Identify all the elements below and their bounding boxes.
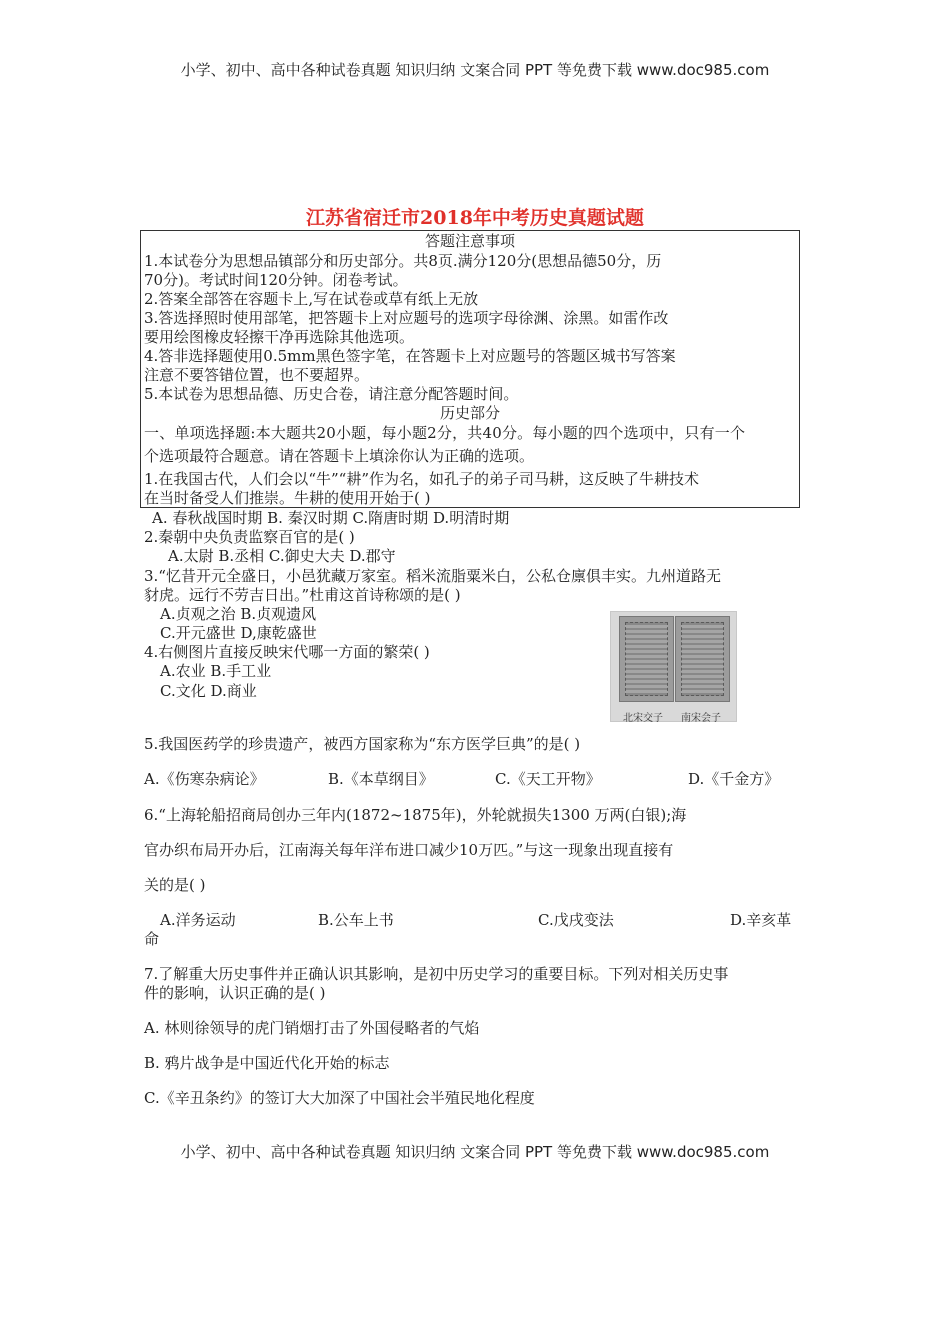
question-1-stem: 在当时备受人们推崇。牛耕的使用开始于( ) bbox=[144, 489, 431, 507]
notice-line: 70分)。考试时间120分钟。闭卷考试。 bbox=[144, 271, 408, 289]
question-7-stem: 件的影响，认识正确的是( ) bbox=[144, 984, 326, 1002]
notice-line: 1.本试卷分为思想品镇部分和历史部分。共8页.满分120分(思想品德50分，历 bbox=[144, 252, 662, 270]
question-6-option-a: A.洋务运动 bbox=[160, 911, 236, 929]
question-6-stem: 关的是( ) bbox=[144, 876, 206, 894]
notice-line: 5.本试卷为思想品德、历史合卷，请注意分配答题时间。 bbox=[144, 385, 519, 403]
question-7-stem: 7.了解重大历史事件并正确认识其影响，是初中历史学习的重要目标。下列对相关历史事 bbox=[144, 965, 729, 983]
photo-caption-left: 北宋交子 bbox=[623, 713, 663, 724]
question-2-options: A.太尉 B.丞相 C.御史大夫 D.郡守 bbox=[168, 547, 396, 565]
page-header: 小学、初中、高中各种试卷真题 知识归纳 文案合同 PPT 等免费下载 www.doc985.com bbox=[180, 61, 770, 79]
section-heading: 历史部分 bbox=[439, 404, 500, 422]
question-7-option-a: A. 林则徐领导的虎门销烟打击了外国侵略者的气焰 bbox=[144, 1019, 480, 1037]
question-4-options: A.农业 B.手工业 bbox=[160, 662, 272, 680]
song-paper-money-photo bbox=[610, 611, 737, 722]
question-6-stem: 官办织布局开办后，江南海关每年洋布进口减少10万匹。”与这一现象出现直接有 bbox=[144, 841, 674, 859]
section-intro: 一、单项选择题:本大题共20小题，每小题2分，共40分。每小题的四个选项中，只有一个 bbox=[144, 424, 746, 442]
question-5-option-c: C.《天工开物》 bbox=[495, 770, 601, 788]
question-6-option-b: B.公车上书 bbox=[318, 911, 394, 929]
question-2-stem: 2.秦朝中央负责监察百官的是( ) bbox=[144, 528, 355, 546]
notice-heading: 答题注意事项 bbox=[424, 232, 515, 250]
question-1-stem: 1.在我国古代，人们会以“牛”“耕”作为名，如孔子的弟子司马耕，这反映了牛耕技术 bbox=[144, 470, 699, 488]
question-3-options: C.开元盛世 D,康乾盛世 bbox=[160, 624, 317, 642]
page-footer: 小学、初中、高中各种试卷真题 知识归纳 文案合同 PPT 等免费下载 www.doc985.com bbox=[180, 1143, 770, 1161]
question-3-stem: 3.“忆昔开元全盛日，小邑犹藏万家室。稻米流脂粟米白，公私仓廪俱丰实。九州道路无 bbox=[144, 567, 721, 585]
question-6-option-c: C.戊戌变法 bbox=[538, 911, 614, 929]
question-7-option-c: C.《辛丑条约》的签订大大加深了中国社会半殖民地化程度 bbox=[144, 1089, 535, 1107]
notice-line: 要用绘图橡皮轻擦干净再选除其他选项。 bbox=[144, 328, 415, 346]
question-6-option-d: D.辛亥革 bbox=[730, 911, 792, 929]
jiaozi-note bbox=[619, 616, 674, 702]
question-3-options: A.贞观之治 B.贞观遗风 bbox=[160, 605, 317, 623]
question-7-option-b: B. 鸦片战争是中国近代化开始的标志 bbox=[144, 1054, 390, 1072]
document-title: 江苏省宿迁市2018年中考历史真题试题 bbox=[306, 207, 644, 229]
notice-line: 3.答选择照时使用部笔，把答题卡上对应题号的选项字母徐渊、涂黑。如雷作改 bbox=[144, 309, 669, 327]
question-1-options: A. 春秋战国时期 B. 秦汉时期 C.隋唐时期 D.明清时期 bbox=[152, 509, 510, 527]
question-3-stem: 豺虎。远行不劳吉日出。”杜甫这首诗称颂的是( ) bbox=[144, 586, 461, 604]
huizi-note bbox=[675, 616, 730, 702]
question-4-options: C.文化 D.商业 bbox=[160, 682, 257, 700]
notice-line: 2.答案全部答在容题卡上,写在试卷或草有纸上无放 bbox=[144, 290, 479, 308]
question-5-option-a: A.《伤寒杂病论》 bbox=[144, 770, 265, 788]
notice-line: 4.答非选择题使用0.5mm黑色签字笔，在答题卡上对应题号的答题区城书写答案 bbox=[144, 347, 676, 365]
question-5-option-b: B.《本草纲目》 bbox=[328, 770, 434, 788]
question-5-option-d: D.《千金方》 bbox=[688, 770, 780, 788]
notice-line: 注意不要答错位置，也不要超界。 bbox=[144, 366, 370, 384]
question-5-stem: 5.我国医药学的珍贵遗产，被西方国家称为“东方医学巨典”的是( ) bbox=[144, 735, 581, 753]
question-6-stem: 6.“上海轮船招商局创办三年内(1872~1875年)，外轮就损失1300 万两(白银);海 bbox=[144, 806, 687, 824]
section-intro: 个选项最符合题意。请在答题卡上填涂你认为正确的选项。 bbox=[144, 447, 535, 465]
question-4-stem: 4.右侧图片直接反映宋代哪一方面的繁荣( ) bbox=[144, 643, 430, 661]
question-6-option-d-cont: 命 bbox=[144, 930, 160, 948]
photo-caption-right: 南宋会子 bbox=[681, 713, 721, 724]
